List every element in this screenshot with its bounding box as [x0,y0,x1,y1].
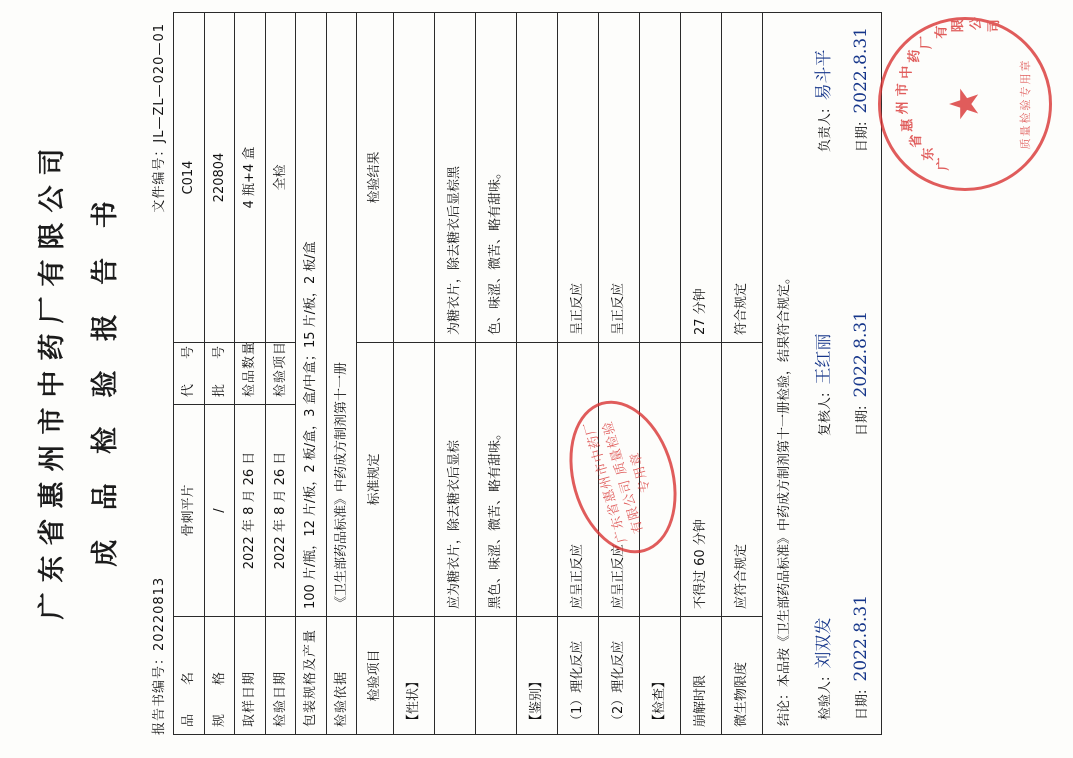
row-0-standard [393,343,434,617]
oval-seal-text: 广东省惠州市中药厂有限公司 质量检验专用章 [579,419,653,545]
table-row [557,12,598,734]
signature-row [801,13,880,734]
table-row [173,12,204,734]
column-header-item: 检验项目 [356,617,393,735]
row-5-standard: 应呈正反应 [598,343,639,617]
report-sheet [12,7,1062,751]
rotated-scan-container [12,7,1062,751]
manager-date-value: 2022.8.31 [850,27,871,114]
row-2-result: 色、味涩、微苦、略有甜味。 [475,12,516,342]
reviewer-label: 复核人: [817,392,833,437]
inspector-date-label: 日期: [854,689,870,720]
test-item-label: 检验项目 [265,343,296,405]
table-row [680,12,721,734]
row-5-item: （2）理化反应 [598,617,639,735]
table-row [475,12,516,734]
sampling-date-value: 2022 年 8 月 26 日 [234,405,265,617]
row-4-result: 呈正反应 [557,12,598,342]
package-value: 100 片/瓶，12 片/板，2 板/盒，3 盒/中盒；15 片/板，2 板/盒 [295,12,326,616]
table-row [393,12,434,734]
manager-line [811,27,837,152]
spec-value: / [204,405,235,617]
row-6-standard [639,343,680,617]
table-row [721,12,762,734]
table-row [434,12,475,734]
basis-value: 《卫生部药品标准》中药成方制剂第十一册 [326,12,357,616]
product-name-label: 品 名 [173,617,204,735]
conclusion-text: 结论：本品按《卫生部药品标准》中药成方制剂第十一册检验，结果符合规定。 [776,270,792,726]
row-8-item: 微生物限度 [721,617,762,735]
company-round-seal: ★ 广 东 省 惠 州 市 中 药 厂 有 限 公 司 质量检验专用章 [878,17,1052,191]
table-row [598,12,639,734]
document-title: 成 品 检 验 报 告 书 [89,191,121,567]
title-block [30,23,122,735]
table-row [326,12,357,734]
row-1-item [434,617,475,735]
sample-qty-label: 检品数量 [234,343,265,405]
sampling-date-label: 取样日期 [234,617,265,735]
test-item-value: 全检 [265,12,296,342]
test-date-value: 2022 年 8 月 26 日 [265,405,296,617]
conclusion-row [762,12,881,734]
inspector-line [811,595,837,720]
row-7-item: 崩解时限 [680,617,721,735]
row-7-result: 27 分钟 [680,12,721,342]
file-number-value: JL—ZL—020—01 [151,23,167,143]
row-3-standard [516,343,557,617]
sample-qty-value: 4 瓶+4 盒 [234,12,265,342]
report-number [148,577,167,735]
file-number [148,23,167,213]
table-row [204,12,235,734]
reviewer-block [811,311,874,436]
table-row [295,12,326,734]
file-number-label: 文件编号： [151,142,167,213]
manager-label: 负责人: [817,108,833,153]
inspector-label: 检验人: [817,676,833,720]
row-6-result [639,12,680,342]
reviewer-signature: 王红丽 [813,333,834,385]
row-4-item: （1）理化反应 [557,617,598,735]
reviewer-date-value: 2022.8.31 [850,310,871,398]
row-1-standard: 应为糖衣片，除去糖衣后显棕 [434,343,475,617]
table-row [265,12,296,734]
manager-date-label: 日期: [854,121,870,153]
seal-star-icon: ★ [942,86,987,122]
code-label: 代 号 [173,343,204,405]
row-2-item [475,617,516,735]
table-row [639,12,680,734]
batch-value: 220804 [204,12,235,342]
reviewer-date-label: 日期: [854,405,870,437]
row-7-standard: 不得过 60 分钟 [680,343,721,617]
row-0-result [393,12,434,342]
code-value: C014 [173,12,204,342]
reviewer-date-line [849,311,875,436]
manager-date-line [849,27,875,152]
row-8-result: 符合规定 [721,12,762,342]
product-name-value: 骨刺平片 [173,405,204,617]
subheader [148,23,167,735]
inspector-block [811,595,874,720]
column-header-standard: 标准规定 [356,343,393,617]
inspector-signature: 刘双发 [813,617,834,669]
spec-label: 规 格 [204,617,235,735]
row-6-item: 【检查】 [639,617,680,735]
package-label: 包装规格及产量 [295,617,326,735]
company-title: 广东省惠州市中药厂有限公司 [36,138,68,620]
basis-label: 检验依据 [326,617,357,735]
inspection-table [173,12,882,735]
seal-bottom-text: 质量检验专用章 [1019,58,1032,150]
column-header-result: 检验结果 [356,12,393,342]
report-number-label: 报告书编号： [151,650,167,735]
row-1-result: 为糖衣片，除去糖衣后显棕黑 [434,12,475,342]
batch-label: 批 号 [204,343,235,405]
row-4-standard: 应呈正反应 [557,343,598,617]
row-3-item: 【鉴别】 [516,617,557,735]
row-8-standard: 应符合规定 [721,343,762,617]
table-header-row [356,12,393,734]
inspector-date-value: 2022.8.31 [850,594,871,682]
row-5-result: 呈正反应 [598,12,639,342]
manager-signature: 易斗平 [813,49,834,101]
test-date-label: 检验日期 [265,617,296,735]
table-row [234,12,265,734]
manager-block [811,27,874,152]
row-2-standard: 黑色、味涩、微苦、略有甜味。 [475,343,516,617]
inspector-date-line [849,595,875,720]
row-3-result [516,12,557,342]
table-row [516,12,557,734]
report-number-value: 20220813 [151,576,167,651]
reviewer-line [811,311,837,436]
row-0-item: 【性状】 [393,617,434,735]
